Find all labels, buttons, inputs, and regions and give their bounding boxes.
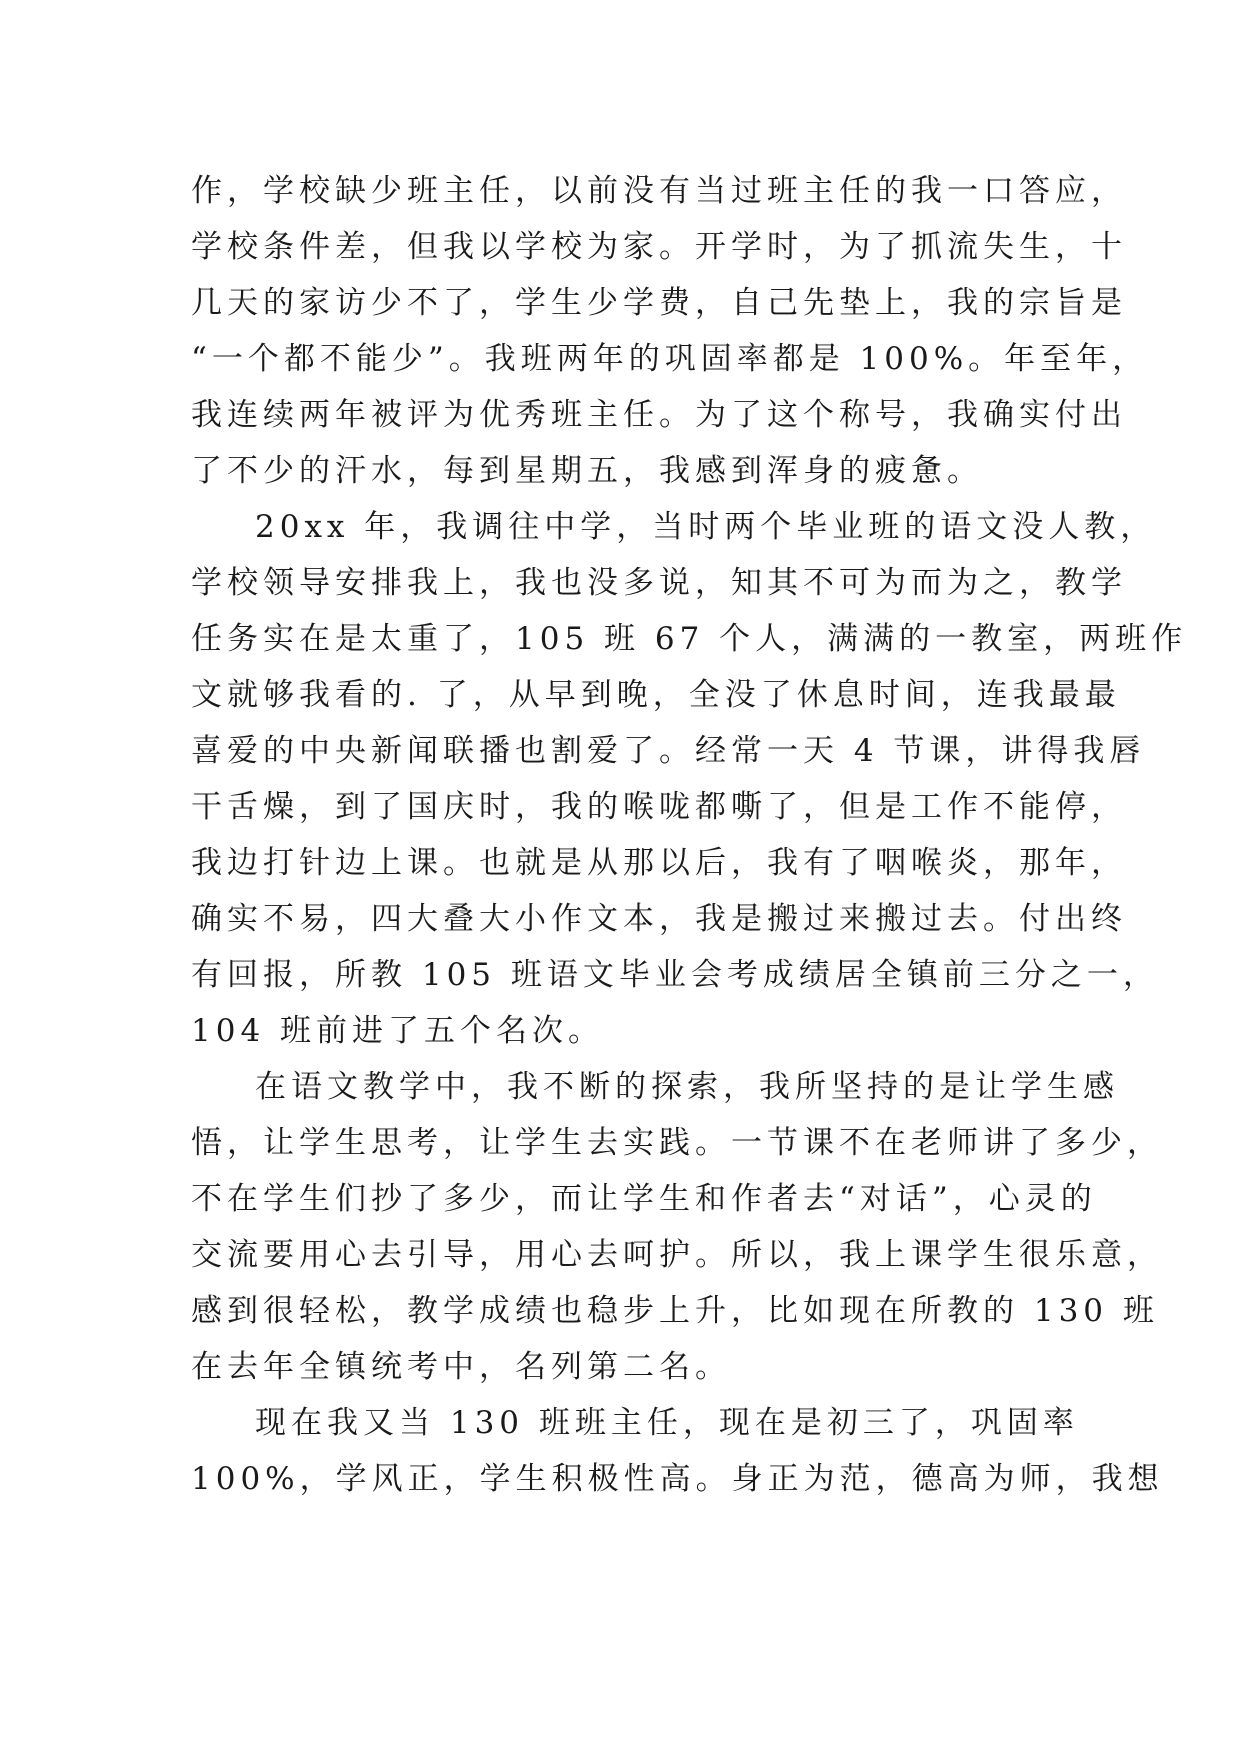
text-line: 现在我又当 130 班班主任，现在是初三了，巩固率: [255, 1405, 1079, 1441]
text-line: 不在学生们抄了多少，而让学生和作者去“对话”，心灵的: [191, 1181, 1097, 1217]
text-line: 文就够我看的. 了，从早到晚，全没了休息时间，连我最最: [191, 677, 1121, 713]
text-line: “一个都不能少”。我班两年的巩固率都是 100%。年至年，: [191, 341, 1149, 377]
text-line: 有回报，所教 105 班语文毕业会考成绩居全镇前三分之一，: [191, 957, 1159, 993]
document-body: [191, 163, 1188, 1507]
text-line: 悟，让学生思考，让学生去实践。一节课不在老师讲了多少，: [191, 1125, 1163, 1161]
text-line: 交流要用心去引导，用心去呵护。所以，我上课学生很乐意，: [191, 1237, 1163, 1273]
text-line: 学校领导安排我上，我也没多说，知其不可为而为之，教学: [191, 565, 1127, 601]
text-line: 104 班前进了五个名次。: [191, 1013, 605, 1049]
text-line: 在语文教学中，我不断的探索，我所坚持的是让学生感: [255, 1069, 1119, 1105]
text-line: 了不少的汗水，每到星期五，我感到浑身的疲惫。: [191, 453, 983, 489]
text-line: 20xx 年，我调往中学，当时两个毕业班的语文没人教，: [255, 509, 1157, 545]
text-line: 学校条件差，但我以学校为家。开学时，为了抓流失生，十: [191, 229, 1127, 265]
text-line: 在去年全镇统考中，名列第二名。: [191, 1349, 731, 1385]
text-line: 感到很轻松，教学成绩也稳步上升，比如现在所教的 130 班: [191, 1293, 1159, 1329]
text-line: 100%，学风正，学生积极性高。身正为范，德高为师，我想: [191, 1461, 1164, 1497]
text-line: 作，学校缺少班主任，以前没有当过班主任的我一口答应，: [191, 173, 1127, 209]
text-line: 任务实在是太重了，105 班 67 个人，满满的一教室，两班作: [191, 621, 1188, 657]
text-line: 几天的家访少不了，学生少学费，自己先垫上，我的宗旨是: [191, 285, 1127, 321]
text-line: 喜爱的中央新闻联播也割爱了。经常一天 4 节课，讲得我唇: [191, 733, 1146, 769]
text-line: 我连续两年被评为优秀班主任。为了这个称号，我确实付出: [191, 397, 1127, 433]
text-line: 干舌燥，到了国庆时，我的喉咙都嘶了，但是工作不能停，: [191, 789, 1127, 825]
text-line: 确实不易，四大叠大小作文本，我是搬过来搬过去。付出终: [191, 901, 1127, 937]
text-line: 我边打针边上课。也就是从那以后，我有了咽喉炎，那年，: [191, 845, 1127, 881]
